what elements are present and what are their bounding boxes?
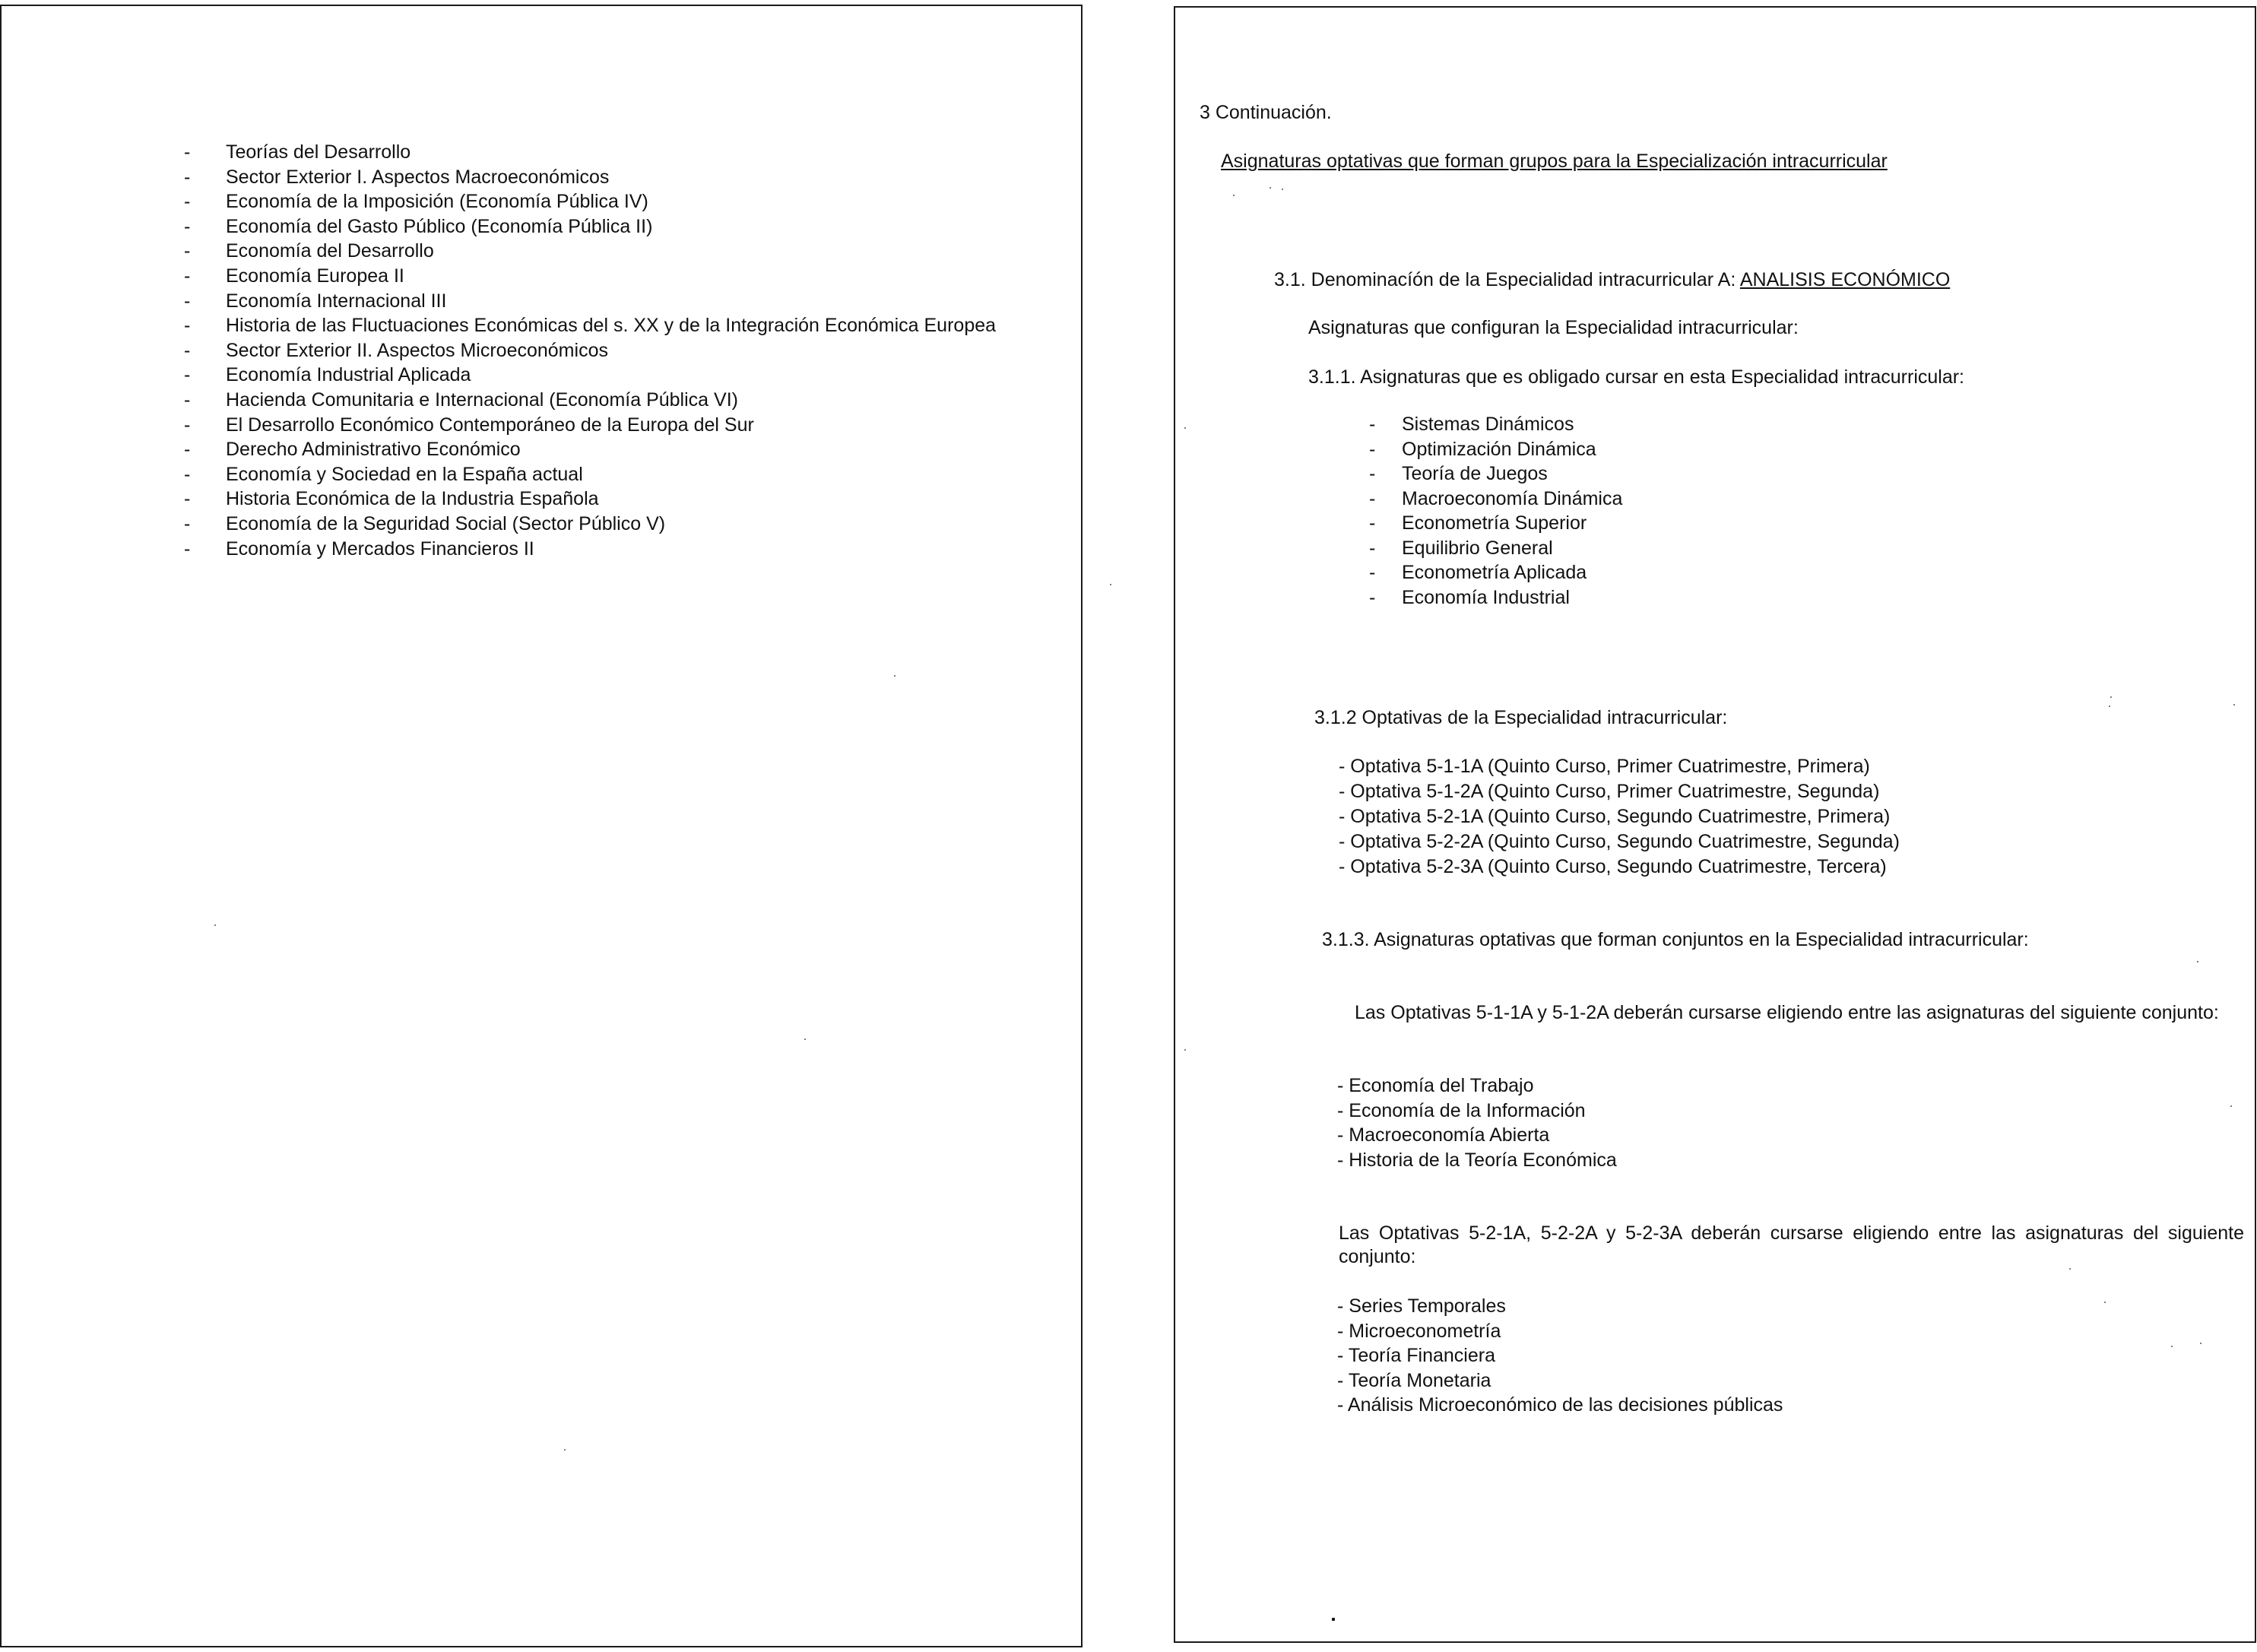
list-item-text: Sistemas Dinámicos xyxy=(1402,414,1574,435)
bullet-dash: - xyxy=(184,191,191,213)
list-item xyxy=(184,239,1013,264)
section-313-heading: 3.1.3. Asignaturas optativas que forman conjuntos en la Especialidad intracurricular: xyxy=(1322,929,2029,950)
list-item xyxy=(184,512,1013,537)
list-item xyxy=(184,289,1013,314)
left-subject-list xyxy=(184,140,1013,561)
scan-speck xyxy=(2069,1268,2071,1270)
bullet-dash: - xyxy=(184,512,191,534)
config-text: Asignaturas que configuran la Especialidad intracurricular: xyxy=(1308,317,1799,338)
list-item xyxy=(1369,412,1622,437)
list-item xyxy=(184,214,1013,239)
section-312-heading: 3.1.2 Optativas de la Especialidad intracurricular: xyxy=(1314,707,1728,728)
list-item xyxy=(184,413,1013,438)
scan-speck xyxy=(2197,961,2198,962)
list-item xyxy=(1369,437,1622,462)
list-item-text: Teoría de Juegos xyxy=(1402,463,1548,484)
bullet-dash: - xyxy=(184,166,191,188)
list-item-text: Economía Industrial Aplicada xyxy=(226,364,471,386)
bullet-dash: - xyxy=(184,290,191,312)
bullet-dash: - xyxy=(1369,438,1376,460)
left-page xyxy=(0,5,1083,1647)
list-item-text: Equilibrio General xyxy=(1402,537,1553,559)
list-item: - Optativa 5-1-1A (Quinto Curso, Primer Cuatrimestre, Primera) xyxy=(1339,754,1900,779)
list-item xyxy=(184,437,1013,462)
bullet-dash: - xyxy=(1369,414,1376,435)
scan-speck xyxy=(1110,584,1111,585)
scan-speck xyxy=(894,675,896,677)
section-subtitle: Asignaturas optativas que forman grupos para la Especialización intracurricular xyxy=(1221,151,1888,172)
specialty-name: ANALISIS ECONÓMICO xyxy=(1739,269,1951,290)
specialty-prefix: 3.1. Denominacíón de la Especialidad intracurricular A: xyxy=(1274,269,1740,290)
bullet-dash: - xyxy=(1369,562,1376,583)
list-item-text: Economía del Desarrollo xyxy=(226,240,434,262)
list-item: - Economía de la Información xyxy=(1337,1099,1617,1124)
bullet-dash: - xyxy=(184,388,191,411)
list-item xyxy=(184,140,1013,165)
list-item xyxy=(184,363,1013,388)
list-item xyxy=(184,338,1013,363)
list-item-text: Sector Exterior II. Aspectos Microeconómicos xyxy=(226,339,608,361)
list-item xyxy=(184,537,1013,562)
list-item-text: El Desarrollo Económico Contemporáneo de la Europa del Sur xyxy=(226,414,754,436)
list-item xyxy=(184,165,1013,190)
scan-speck xyxy=(1233,195,1235,196)
list-item xyxy=(184,189,1013,214)
list-item-text: Economía Internacional III xyxy=(226,290,447,312)
list-item: - Microeconometría xyxy=(1337,1319,1783,1344)
scan-speck xyxy=(2200,1343,2202,1344)
list-item: - Teoría Financiera xyxy=(1337,1343,1783,1368)
list-item xyxy=(184,487,1013,512)
list-item-text: Econometría Superior xyxy=(1402,512,1587,534)
optativas-list xyxy=(1339,754,1900,880)
bullet-dash: - xyxy=(1369,463,1376,484)
bullet-dash: - xyxy=(184,488,191,510)
scan-speck xyxy=(2109,706,2110,707)
list-item xyxy=(1369,536,1622,561)
bullet-dash: - xyxy=(184,240,191,262)
set-a-paragraph: Las Optativas 5-1-1A y 5-1-2A deberán cursarse eligiendo entre las asignaturas del siguiente conjunto: xyxy=(1355,1002,2219,1023)
scan-speck xyxy=(2104,1302,2106,1303)
list-item xyxy=(184,462,1013,487)
scan-speck xyxy=(564,1449,566,1451)
list-item-text: Economía del Gasto Público (Economía Pública II) xyxy=(226,215,653,237)
list-item: - Optativa 5-1-2A (Quinto Curso, Primer Cuatrimestre, Segunda) xyxy=(1339,779,1900,804)
bullet-dash: - xyxy=(184,439,191,461)
list-item xyxy=(1369,511,1622,536)
list-item-text: Optimización Dinámica xyxy=(1402,438,1596,460)
list-item-text: Economía Industrial xyxy=(1402,586,1570,608)
bullet-dash: - xyxy=(184,339,191,361)
list-item-text: Historia de las Fluctuaciones Económicas del s. XX y de la Integración Económica Europea xyxy=(226,315,997,337)
list-item-text: Economía y Sociedad en la España actual xyxy=(226,463,583,485)
bullet-dash: - xyxy=(184,364,191,386)
bullet-dash: - xyxy=(184,414,191,436)
set-b-paragraph: Las Optativas 5-2-1A, 5-2-2A y 5-2-3A deberán cursarse eligiendo entre las asignaturas del siguiente conjunto: xyxy=(1339,1222,2244,1267)
list-item-text: Macroeconomía Dinámica xyxy=(1402,487,1623,509)
list-item-text: Hacienda Comunitaria e Internacional (Economía Pública VI) xyxy=(226,388,738,411)
list-item-text: Economía de la Imposición (Economía Pública IV) xyxy=(226,191,648,213)
list-item-text: Economía y Mercados Financieros II xyxy=(226,537,534,560)
list-item: - Optativa 5-2-2A (Quinto Curso, Segundo Cuatrimestre, Segunda) xyxy=(1339,829,1900,855)
list-item: - Economía del Trabajo xyxy=(1337,1073,1617,1099)
bullet-dash: - xyxy=(1369,586,1376,608)
list-item: - Teoría Monetaria xyxy=(1337,1368,1783,1394)
list-item-text: Historia Económica de la Industria Española xyxy=(226,488,599,510)
bullet-dash: - xyxy=(184,315,191,337)
scan-speck xyxy=(2171,1346,2173,1347)
specialty-title xyxy=(1274,268,1950,292)
scan-speck xyxy=(2233,704,2235,706)
scan-speck xyxy=(2110,696,2112,698)
scan-speck xyxy=(804,1038,806,1040)
section-311-heading: 3.1.1. Asignaturas que es obligado cursar en esta Especialidad intracurricular: xyxy=(1308,366,1965,388)
list-item xyxy=(184,388,1013,413)
section-heading: 3 Continuación. xyxy=(1200,102,1332,123)
list-item-text: Sector Exterior I. Aspectos Macroeconómicos xyxy=(226,166,610,188)
scan-speck xyxy=(214,924,216,926)
list-item-text: Teorías del Desarrollo xyxy=(226,141,411,163)
scan-speck xyxy=(1332,1618,1335,1621)
list-item: - Macroeconomía Abierta xyxy=(1337,1123,1617,1148)
list-item xyxy=(1369,487,1622,512)
bullet-dash: - xyxy=(184,265,191,287)
bullet-dash: - xyxy=(184,463,191,485)
bullet-dash: - xyxy=(1369,487,1376,509)
list-item xyxy=(1369,585,1622,610)
list-item xyxy=(184,313,1013,338)
list-item-text: Economía Europea II xyxy=(226,265,404,287)
list-item xyxy=(184,264,1013,289)
right-page xyxy=(1174,6,2256,1643)
list-item-text: Econometría Aplicada xyxy=(1402,562,1587,583)
list-item: - Historia de la Teoría Económica xyxy=(1337,1148,1617,1173)
bullet-dash: - xyxy=(184,537,191,560)
scan-speck xyxy=(1270,187,1271,189)
list-item: - Series Temporales xyxy=(1337,1294,1783,1319)
list-item xyxy=(1369,560,1622,585)
bullet-dash: - xyxy=(1369,537,1376,559)
set-a-list xyxy=(1337,1073,1617,1172)
scan-speck xyxy=(1184,427,1186,429)
obligatory-subject-list xyxy=(1369,412,1622,610)
set-b-list xyxy=(1337,1294,1783,1418)
list-item: - Optativa 5-2-1A (Quinto Curso, Segundo Cuatrimestre, Primera) xyxy=(1339,804,1900,829)
scan-speck xyxy=(2230,1105,2232,1107)
list-item-text: Derecho Administrativo Económico xyxy=(226,439,521,461)
list-item: - Optativa 5-2-3A (Quinto Curso, Segundo Cuatrimestre, Tercera) xyxy=(1339,855,1900,880)
scan-speck xyxy=(1282,189,1283,190)
bullet-dash: - xyxy=(184,215,191,237)
list-item xyxy=(1369,461,1622,487)
list-item: - Análisis Microeconómico de las decisiones públicas xyxy=(1337,1393,1783,1418)
bullet-dash: - xyxy=(1369,512,1376,534)
bullet-dash: - xyxy=(184,141,191,163)
list-item-text: Economía de la Seguridad Social (Sector Público V) xyxy=(226,512,666,534)
scan-speck xyxy=(1184,1049,1186,1051)
